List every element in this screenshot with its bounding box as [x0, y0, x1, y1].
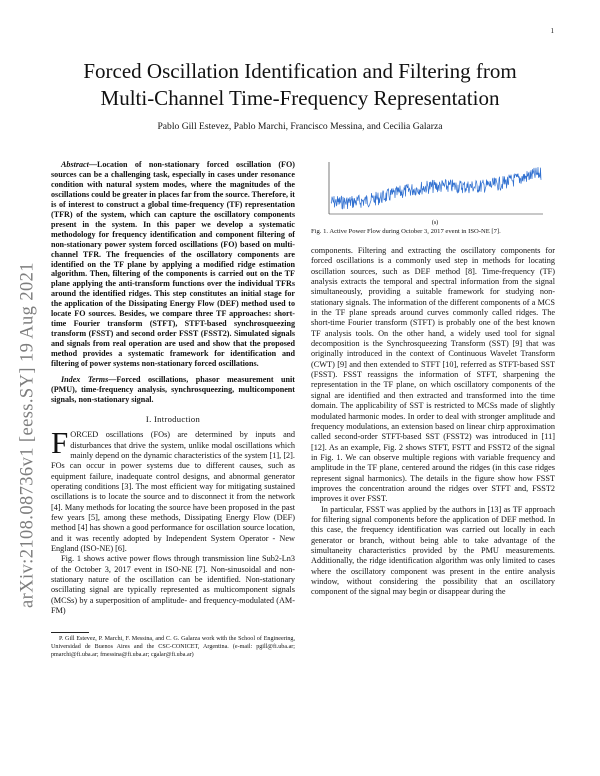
abstract: [51, 160, 295, 369]
index-terms-label: Index Terms: [61, 375, 109, 385]
active-power-series-line: [331, 167, 541, 209]
figure-1-active-power-plot: [311, 158, 555, 226]
intro-paragraph-1-text: ORCED oscillations (FOs) are determined by inputs and disturbances that drive the system, unlike modal oscillations which mainly depend on the dynamic characteristics of the system [1], [2]. FOs can occur in power systems due to different causes, such as equipment failure, inadequate control designs, and abnormal generator operating conditions [3]. The most efficient way for mitigating sustained oscillations is to locate the source and to disconnect it from the network [4]. Many methods for locating the source have been proposed in the past few years [5], among these methods, Dissipating Energy Flow (DEF) method [4] has shown a good performance for oscillation source location, and it was recently adopted by Independent System Operator - New England (ISO-NE) [6].: [51, 430, 295, 553]
title-line-1: Forced Oscillation Identification and Filtering from: [83, 59, 517, 83]
abstract-text: —Location of non-stationary forced oscillation (FO) sources can be a challenging task, especially in cases under resonance condition with natural system modes, where the magnitudes of the oscillations could be greater in places far from the source. Therefore, it is of interest to construct a global time-frequency (TF) representation (TFR) of the system, which can capture the oscillatory components present in the system. In this paper we develop a systematic methodology for frequency identification and component filtering of non-stationary power system forced oscillations (FO) based on multi-channel TFR. The frequencies of the oscillatory components are identified on the TF plane by applying a modified ridge estimation algorithm. Then, filtering of the components is carried out on the TF plane applying the anti-transform functions over the individual TFRs around the identified ridges. This step constitutes an initial stage for the application of the Dissipating Energy Flow (DEF) method used to locate FO sources. Besides, we compare three TF approaches: short-time Fourier transform (STFT), STFT-based synchrosqueezing transform (FSST) and second order FSST (FSST2). Simulated signals and signals from real operation are used and show that the proposed method provides a systematic framework for identification and filtering of power systems non-stationary forced oscillations.: [51, 160, 295, 369]
footnote-rule: [51, 632, 89, 633]
section-heading-introduction: I. Introduction: [145, 413, 201, 424]
author-list: Pablo Gill Estevez, Pablo Marchi, Francisco Messina, and Cecilia Galarza: [157, 121, 443, 132]
index-terms: [51, 375, 295, 405]
right-paragraph-1: components. Filtering and extracting the oscillatory components for forced oscillations is a commonly used step in methods for locating oscillation sources, such as DEF method [8]. Time-frequency (TF) analysis extracts the temporal and spectral information from the signal simultaneously, providing a suitable framework for studying non-stationary signals. The information of the different components of a MCS in the TF plane spreads around curves commonly called ridges. The short-time Fourier transform (STFT) is probably one of the best known TF analysis tools. On the other hand, a widely used tool for signal decomposition is the Synchrosqueezing Transform (SST) [9] that was originally introduced in the context of Continuous Wavelet Transform (CWT) [9] and then extended to STFT [10], referred as STFT-based SST (FSST). FSST reassigns the information of STFT, sharpening the representation in the TF plane, on which oscillatory components of the signal are identified and then extracted and transformed into the time domain. The applicability of SST is restricted to MCSs made of slightly modulated harmonic modes. In order to deal with stronger amplitude and frequency modulations, an extension based on linear chirp approximation called second-order STFT-based SST (FSST2) was introduced in [11] [12]. As an example, Fig. 2 shows STFT, FSTT and FSST2 of the signal in Fig. 1. We can observe multiple regions with variable frequency and amplitude in the TF plane, centered around the ridges (in this case ridges represent signal harmonics). The details in the figure show how FSST improves the concentration around the ridges over STFT and, FSST2 improves it over FSST.: [311, 246, 555, 504]
page-number: 1: [550, 27, 554, 35]
figure-1-caption: Fig. 1. Active Power Flow during October 3, 2017 event in ISO-NE [7].: [311, 228, 501, 235]
x-axis-label: (s): [431, 220, 439, 226]
intro-paragraph-2: Fig. 1 shows active power flows through transmission line Sub2-Ln3 of the October 3, 2017 event in ISO-NE [7]. Non-sinusoidal and non-stationary nature of the oscillation can be identified. Non-stationary oscillating signal are typically represented as multicomponent signals (MCSs) by a superposition of amplitude- and frequency-modulated (AM-FM): [51, 554, 295, 616]
drop-cap: F: [51, 425, 69, 461]
arxiv-stamp-strip: [0, 175, 38, 695]
title-line-2: Multi-Channel Time-Frequency Representation: [100, 86, 500, 110]
left-column: [51, 160, 295, 659]
arxiv-stamp: arXiv:2108.08736v1 [eess.SY] 19 Aug 2021: [17, 262, 38, 608]
intro-paragraph-1: [51, 425, 295, 554]
paper-title: [40, 58, 560, 112]
active-power-chart: [311, 158, 555, 226]
right-paragraph-2: In particular, FSST was applied by the authors in [13] as TF approach for filtering signal components before the application of DEF method. In this case, the frequency identification was carried out locally in each generator or branch, without being able to take advantage of the simultaneity characteristics provided by the PMU measurements. Additionally, the ridge identification algorithm was only limited to cases where the oscillatory component was present in the entire analysis window, without considering the possibility that an oscillatory component of the signal may begin or disappear during the: [311, 504, 555, 597]
index-terms-text: —Forced oscillations, phasor measurement unit (PMU), time-frequency analysis, synchrosqueezing, multicomponent signals, non-stationary signal.: [51, 375, 295, 404]
abstract-label: Abstract: [61, 160, 89, 169]
author-affiliation-footnote: P. Gill Estevez, P. Marchi, F. Messina, and C. G. Galarza work with the School of Engineering, Universidad de Buenos Aires and the CSC-CONICET, Argentina. (e-mail: pgill@fi.uba.ar; pmarchi@fi.uba.ar; fmessina@fi.uba.ar; cgalar@fi.uba.ar): [51, 636, 295, 658]
right-column: [311, 246, 555, 598]
